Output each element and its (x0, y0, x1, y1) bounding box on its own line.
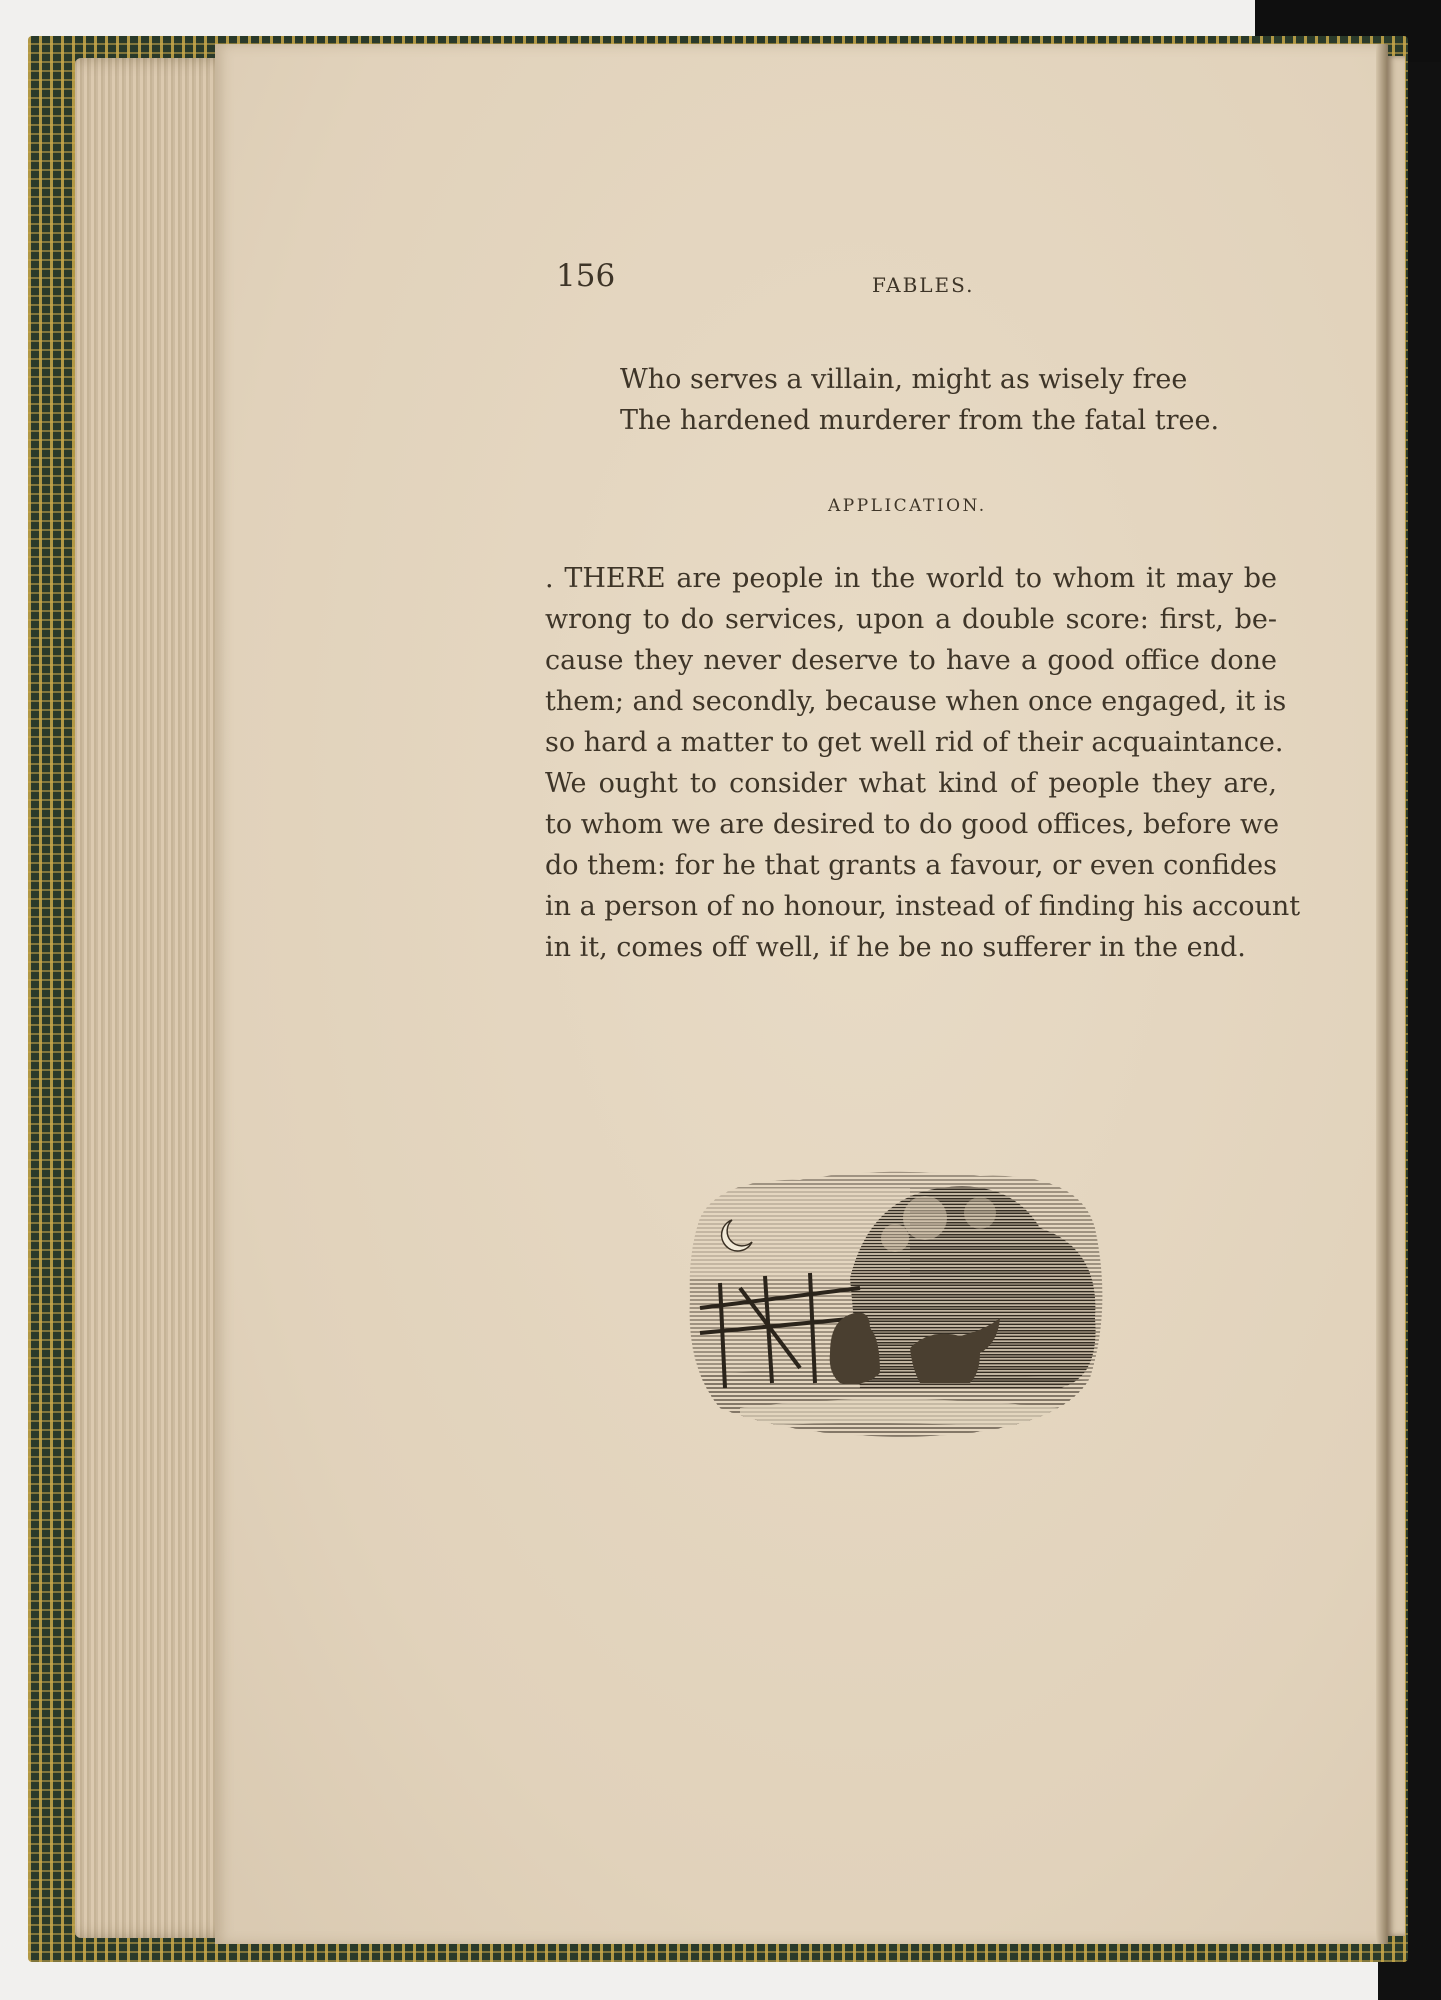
paragraph-line: them; and secondly, because when once engaged, it is (545, 686, 1287, 717)
paragraph-line: to whom we are desired to do good offices, before we (545, 809, 1280, 840)
paragraph-line: in it, comes off well, if he be no sufferer in the end. (545, 932, 1246, 963)
section-heading: APPLICATION. (828, 496, 987, 516)
verse-line: The hardened murderer from the fatal tree. (620, 405, 1220, 436)
paragraph-line: cause they never deserve to have a good office done (545, 645, 1277, 676)
paragraph-line: wrong to do services, upon a double score: first, be- (545, 604, 1277, 635)
verse-line: Who serves a villain, might as wisely free (620, 364, 1188, 395)
woodcut-vignette (680, 1158, 1115, 1448)
running-head: FABLES. (872, 273, 975, 297)
paragraph-line: . THERE are people in the world to whom it may be (545, 563, 1277, 594)
book-page (215, 44, 1387, 1944)
facing-page-edge (1387, 56, 1405, 1936)
paragraph-line: We ought to consider what kind of people they are, (545, 768, 1277, 799)
paragraph-line: do them: for he that grants a favour, or even confides (545, 850, 1277, 881)
paragraph-line: so hard a matter to get well rid of their acquaintance. (545, 727, 1284, 758)
page-number: 156 (556, 258, 616, 294)
paragraph-line: in a person of no honour, instead of finding his account (545, 891, 1301, 922)
page-edges (75, 58, 235, 1938)
